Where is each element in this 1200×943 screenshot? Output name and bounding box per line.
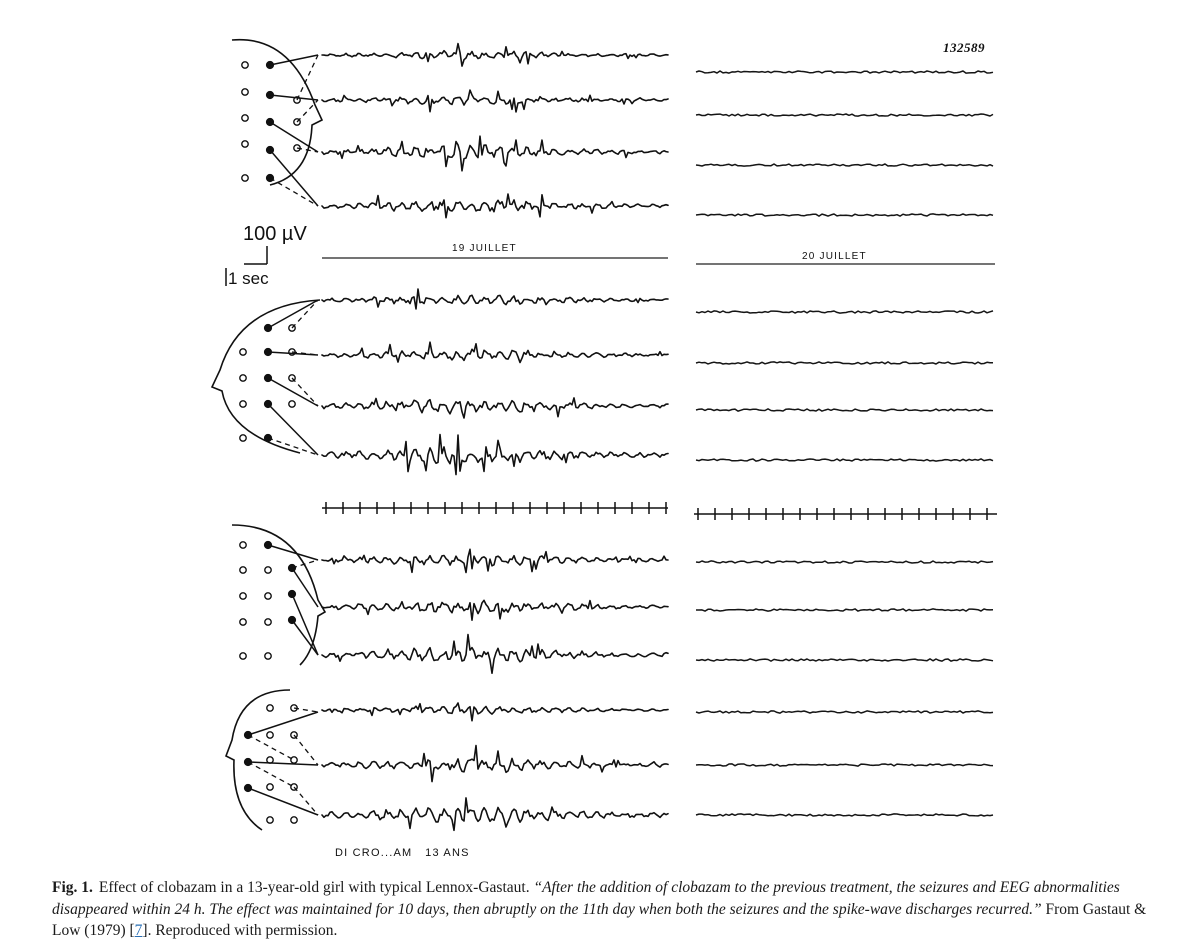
eeg-trace-before-13 — [322, 746, 668, 782]
eeg-trace-after-8 — [696, 459, 993, 461]
caption-quote: “After the addition of clobazam to the previous treatment, the seizures and EEG abnormalities disappeared within 24 h. The effect was maintained for 10 days, then abruptly on the 11th day when both the seizures and the spike-wave discharges recurred.” — [52, 879, 1120, 918]
date-label-before: 19 JUILLET — [452, 243, 517, 254]
figure-label: Fig. 1. — [52, 879, 93, 896]
eeg-trace-before-2 — [322, 90, 668, 112]
eeg-trace-after-14 — [696, 814, 993, 816]
eeg-traces-before — [322, 44, 668, 831]
eeg-trace-after-5 — [696, 311, 993, 313]
eeg-trace-before-4 — [322, 194, 668, 218]
patient-label: DI CRO...AM 13 ANS — [335, 847, 470, 859]
caption-end: ]. Reproduced with permission. — [142, 922, 338, 939]
time-scale-label: 1 sec — [228, 269, 269, 288]
eeg-trace-before-6 — [322, 342, 668, 362]
eeg-trace-after-9 — [696, 561, 993, 563]
record-id: 132589 — [943, 40, 985, 55]
eeg-trace-before-14 — [322, 798, 668, 830]
montage-diagram-3 — [232, 525, 325, 665]
eeg-trace-after-2 — [696, 114, 993, 116]
time-marker-before — [322, 502, 668, 514]
eeg-trace-before-7 — [322, 398, 668, 418]
eeg-trace-before-5 — [322, 289, 668, 309]
reference-link[interactable]: 7 — [134, 922, 143, 939]
eeg-trace-before-11 — [322, 635, 668, 674]
caption-intro: Effect of clobazam in a 13-year-old girl with typical Lennox-Gastaut. — [98, 879, 534, 896]
eeg-traces-after — [696, 71, 993, 816]
figure-caption — [52, 877, 1162, 942]
eeg-trace-before-12 — [322, 703, 668, 721]
montage-diagram-2 — [212, 300, 320, 455]
time-marker-lines — [322, 502, 997, 520]
amplitude-scale-label: 100 µV — [243, 223, 307, 245]
eeg-trace-after-4 — [696, 214, 993, 216]
eeg-trace-before-8 — [322, 435, 668, 475]
eeg-trace-before-9 — [322, 549, 668, 572]
eeg-trace-before-1 — [322, 44, 668, 67]
eeg-trace-before-3 — [322, 136, 668, 171]
eeg-trace-after-13 — [696, 764, 993, 766]
eeg-trace-after-10 — [696, 609, 993, 611]
caption-source: From Gastaut & Low (1979) [ — [52, 900, 1147, 939]
eeg-trace-after-6 — [696, 362, 993, 364]
eeg-trace-before-10 — [322, 600, 668, 620]
date-label-after: 20 JUILLET — [802, 251, 867, 262]
eeg-trace-after-3 — [696, 164, 993, 166]
time-marker-after — [694, 508, 997, 520]
eeg-trace-after-11 — [696, 659, 993, 661]
montage-diagram-1 — [232, 40, 322, 206]
calibration-mark — [226, 223, 307, 288]
eeg-trace-after-1 — [696, 71, 993, 73]
eeg-trace-after-12 — [696, 711, 993, 713]
montage-diagram-4 — [226, 690, 318, 830]
eeg-trace-after-7 — [696, 409, 993, 411]
